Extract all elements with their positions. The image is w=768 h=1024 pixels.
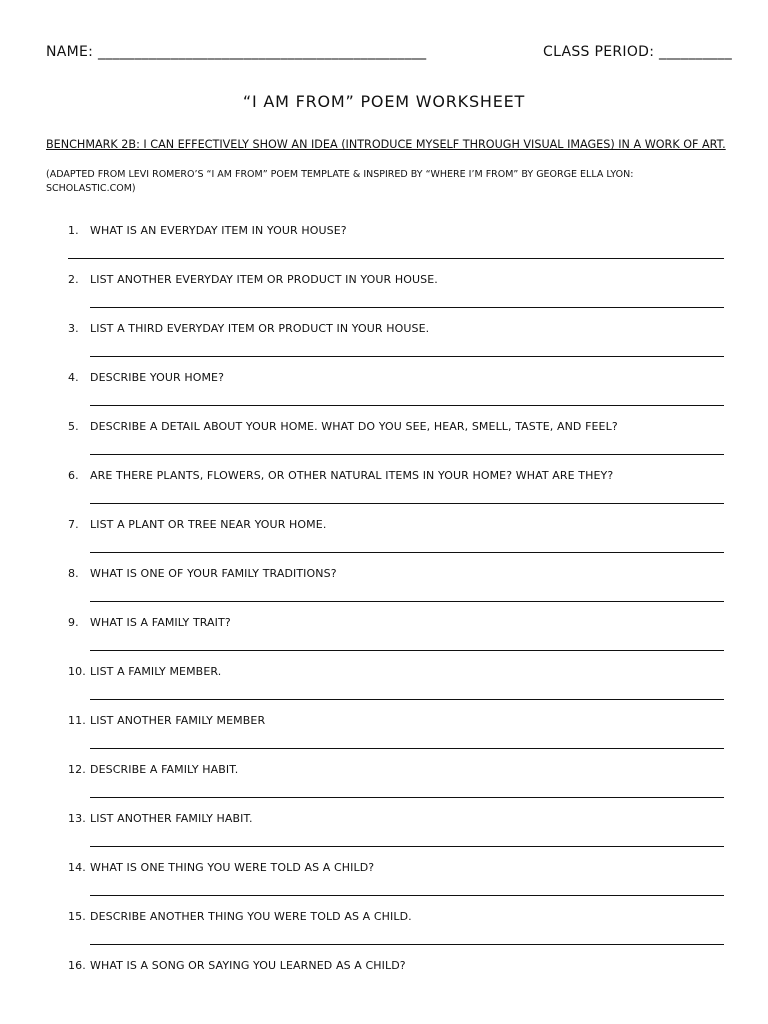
answer-line[interactable] bbox=[90, 552, 724, 553]
question-number: 7. bbox=[68, 518, 79, 531]
answer-line[interactable] bbox=[90, 650, 724, 651]
answer-line[interactable] bbox=[90, 356, 724, 357]
question-16 bbox=[68, 959, 406, 972]
class-period-row bbox=[543, 44, 732, 60]
class-period-blank: __________ bbox=[659, 44, 733, 60]
question-text: DESCRIBE ANOTHER THING YOU WERE TOLD AS A CHILD. bbox=[90, 910, 412, 923]
answer-line[interactable] bbox=[90, 503, 724, 504]
worksheet-title: “I AM FROM” POEM WORKSHEET bbox=[242, 92, 526, 111]
question-number: 3. bbox=[68, 322, 79, 335]
question-6 bbox=[68, 469, 613, 482]
question-number: 16. bbox=[68, 959, 86, 972]
question-number: 6. bbox=[68, 469, 79, 482]
question-1 bbox=[68, 224, 347, 237]
question-text: LIST ANOTHER EVERYDAY ITEM OR PRODUCT IN YOUR HOUSE. bbox=[90, 273, 438, 286]
question-10 bbox=[68, 665, 221, 678]
question-text: DESCRIBE A FAMILY HABIT. bbox=[90, 763, 239, 776]
question-text: WHAT IS AN EVERYDAY ITEM IN YOUR HOUSE? bbox=[90, 224, 347, 237]
question-number: 13. bbox=[68, 812, 86, 825]
question-4 bbox=[68, 371, 224, 384]
question-5 bbox=[68, 420, 618, 433]
answer-line[interactable] bbox=[90, 405, 724, 406]
question-number: 10. bbox=[68, 665, 86, 678]
name-label: NAME: bbox=[46, 44, 94, 60]
answer-line[interactable] bbox=[90, 895, 724, 896]
question-text: ARE THERE PLANTS, FLOWERS, OR OTHER NATURAL ITEMS IN YOUR HOME? WHAT ARE THEY? bbox=[90, 469, 614, 482]
answer-line[interactable] bbox=[90, 601, 724, 602]
class-period-label: CLASS PERIOD: bbox=[543, 44, 655, 60]
question-2 bbox=[68, 273, 438, 286]
question-text: LIST A THIRD EVERYDAY ITEM OR PRODUCT IN YOUR HOUSE. bbox=[90, 322, 430, 335]
answer-line[interactable] bbox=[90, 846, 724, 847]
question-14 bbox=[68, 861, 374, 874]
question-text: WHAT IS A FAMILY TRAIT? bbox=[90, 616, 231, 629]
question-9 bbox=[68, 616, 231, 629]
answer-line[interactable] bbox=[90, 944, 724, 945]
benchmark-statement: BENCHMARK 2B: I CAN EFFECTIVELY SHOW AN IDEA (INTRODUCE MYSELF THROUGH VISUAL IMAGES) IN A WORK OF ART. bbox=[46, 138, 726, 151]
question-number: 4. bbox=[68, 371, 79, 384]
question-text: DESCRIBE YOUR HOME? bbox=[90, 371, 225, 384]
question-number: 9. bbox=[68, 616, 79, 629]
question-number: 14. bbox=[68, 861, 86, 874]
question-11 bbox=[68, 714, 265, 727]
question-text: LIST ANOTHER FAMILY HABIT. bbox=[90, 812, 253, 825]
question-7 bbox=[68, 518, 326, 531]
question-number: 11. bbox=[68, 714, 86, 727]
question-number: 15. bbox=[68, 910, 86, 923]
question-number: 12. bbox=[68, 763, 86, 776]
question-text: LIST A PLANT OR TREE NEAR YOUR HOME. bbox=[90, 518, 327, 531]
question-number: 1. bbox=[68, 224, 79, 237]
question-13 bbox=[68, 812, 253, 825]
question-number: 2. bbox=[68, 273, 79, 286]
answer-line[interactable] bbox=[90, 454, 724, 455]
question-text: WHAT IS A SONG OR SAYING YOU LEARNED AS A CHILD? bbox=[90, 959, 406, 972]
question-8 bbox=[68, 567, 337, 580]
question-number: 5. bbox=[68, 420, 79, 433]
question-text: LIST A FAMILY MEMBER. bbox=[90, 665, 222, 678]
question-text: LIST ANOTHER FAMILY MEMBER bbox=[90, 714, 266, 727]
question-text: DESCRIBE A DETAIL ABOUT YOUR HOME. WHAT DO YOU SEE, HEAR, SMELL, TASTE, AND FEEL? bbox=[90, 420, 618, 433]
answer-line[interactable] bbox=[68, 258, 724, 259]
question-12 bbox=[68, 763, 238, 776]
answer-line[interactable] bbox=[90, 748, 724, 749]
source-note: (ADAPTED FROM LEVI ROMERO’S “I AM FROM” POEM TEMPLATE & INSPIRED BY “WHERE I’M FROM” BY GEORGE ELLA LYON: SCHOLASTIC.COM) bbox=[46, 169, 634, 194]
answer-line[interactable] bbox=[90, 797, 724, 798]
question-text: WHAT IS ONE THING YOU WERE TOLD AS A CHILD? bbox=[90, 861, 375, 874]
name-row bbox=[46, 44, 426, 60]
question-3 bbox=[68, 322, 429, 335]
answer-line[interactable] bbox=[90, 699, 724, 700]
question-number: 8. bbox=[68, 567, 79, 580]
question-15 bbox=[68, 910, 412, 923]
name-blank: _____________________________________________ bbox=[97, 44, 427, 60]
answer-line[interactable] bbox=[90, 307, 724, 308]
question-text: WHAT IS ONE OF YOUR FAMILY TRADITIONS? bbox=[90, 567, 337, 580]
